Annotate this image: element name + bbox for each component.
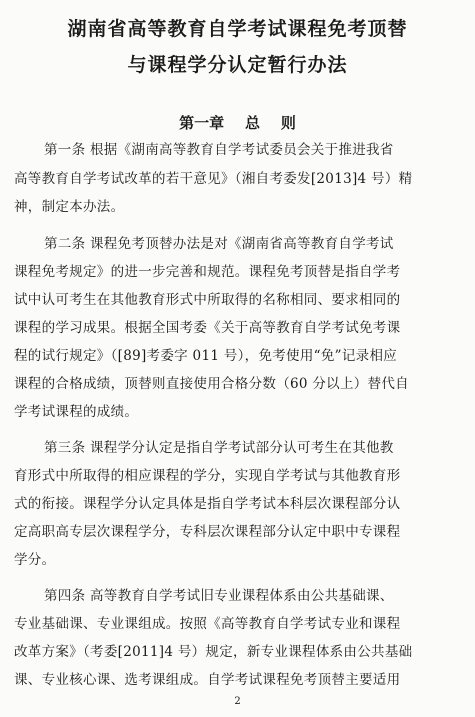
- article-2-line-5: 程的试行规定》（[89]考委字 011 号），免考使用“免”记录相应: [14, 348, 398, 364]
- article-2-line-2: 课程免考规定》的进一步完善和规范。课程免考顶替是指自学考: [14, 264, 401, 280]
- article-1-line-3: 神，制定本办法。: [14, 199, 125, 215]
- article-4-line-2: 专业基础课、专业课组成。按照《高等教育自学考试专业和课程: [14, 616, 401, 632]
- document-title-line-1: 湖南省高等教育自学考试课程免考顶替: [67, 18, 408, 40]
- document-title-line-2: 与课程学分认定暂行办法: [127, 54, 348, 76]
- article-2-line-6: 课程的合格成绩，顶替则直接使用合格分数（60 分以上）替代自: [14, 376, 409, 392]
- chapter-heading: 第一章 总 则: [179, 114, 296, 132]
- article-2-line-4: 课程的学习成果。根据全国考委《关于高等教育自学考试免考课: [14, 320, 401, 336]
- article-3-line-1: 第三条 课程学分认定是指自学考试部分认可考生在其他教: [44, 440, 394, 456]
- article-4-line-1: 第四条 高等教育自学考试旧专业课程体系由公共基础课、: [44, 588, 394, 604]
- article-2-line-1: 第二条 课程免考顶替办法是对《湖南省高等教育自学考试: [44, 236, 394, 252]
- article-1-line-2: 高等教育自学考试改革的若干意见》（湘自考委发[2013]4 号）精: [14, 171, 413, 187]
- article-2-line-3: 试中认可考生在其他教育形式中所取得的名称相同、要求相同的: [14, 292, 401, 308]
- article-4-line-4: 课、专业核心课、选考课组成。自学考试课程免考顶替主要适用: [14, 672, 401, 688]
- page-number: 2: [234, 696, 241, 707]
- article-1-line-1: 第一条 根据《湖南高等教育自学考试委员会关于推进我省: [44, 142, 394, 158]
- article-3-line-4: 定高职高专层次课程学分，专科层次课程部分认定中职中专课程: [14, 524, 401, 540]
- article-3-line-3: 式的衔接。课程学分认定具体是指自学考试本科层次课程部分认: [14, 496, 401, 512]
- article-3-line-5: 学分。: [14, 552, 56, 568]
- article-3-line-2: 育形式中所取得的相应课程的学分，实现自学考试与其他教育形: [14, 468, 401, 484]
- article-4-line-3: 改革方案》（考委[2011]4 号）规定，新专业课程体系由公共基础: [14, 644, 413, 660]
- article-2-line-7: 学考试课程的成绩。: [14, 404, 139, 420]
